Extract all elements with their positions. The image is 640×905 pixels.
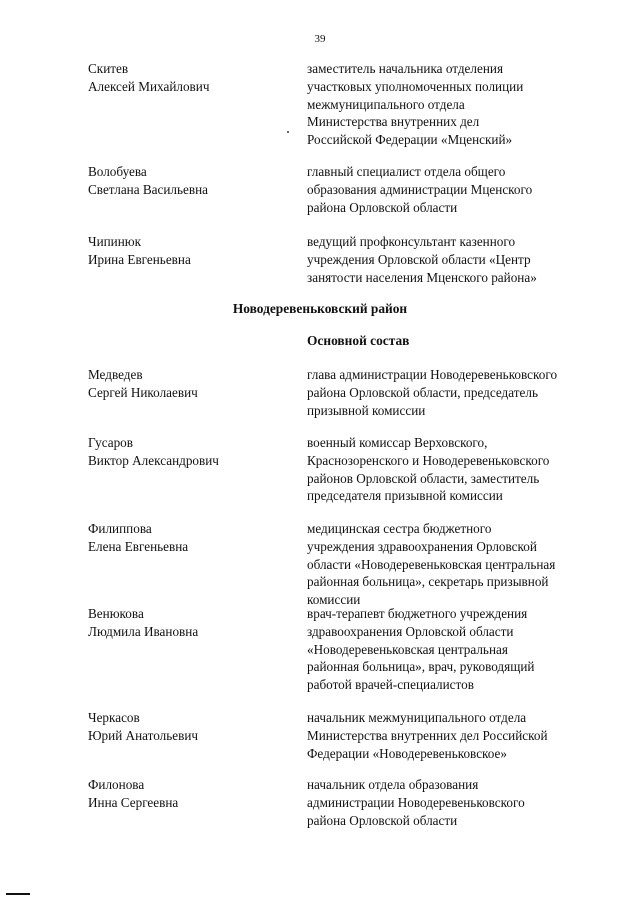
position-line: военный комиссар Верховского, <box>307 435 488 450</box>
scan-speck <box>287 131 289 133</box>
position-line: ведущий профконсультант казенного <box>307 234 516 249</box>
member-position <box>307 434 607 505</box>
given-names: Светлана Васильевна <box>88 181 209 197</box>
member-name <box>88 366 288 402</box>
position-line: района Орловской области <box>307 199 458 215</box>
member-name <box>88 709 288 745</box>
given-names: Алексей Михайлович <box>88 78 210 94</box>
position-line: «Новодеревеньковская центральная <box>307 641 508 657</box>
position-line: учреждения Орловской области «Центр <box>307 251 531 267</box>
surname: Чипинюк <box>88 234 142 249</box>
position-line: заместитель начальника отделения <box>307 61 504 76</box>
position-line: участковых уполномоченных полиции <box>307 78 524 94</box>
given-names: Инна Сергеевна <box>88 794 179 810</box>
member-name <box>88 60 288 96</box>
position-line: медицинская сестра бюджетного <box>307 521 492 536</box>
position-line: Федерации «Новодеревеньковское» <box>307 745 507 761</box>
position-line: комиссии <box>307 592 361 608</box>
member-name <box>88 163 288 199</box>
given-names: Людмила Ивановна <box>88 623 199 639</box>
member-position <box>307 366 607 419</box>
member-position <box>307 163 607 216</box>
member-position <box>307 60 607 149</box>
member-name <box>88 434 288 470</box>
margin-dash <box>6 893 30 895</box>
position-line: Министерства внутренних дел <box>307 114 480 130</box>
position-line: Российской Федерации «Мценский» <box>307 132 513 148</box>
position-line: главный специалист отдела общего <box>307 164 506 179</box>
member-name <box>88 605 288 641</box>
position-line: района Орловской области <box>307 812 458 828</box>
position-line: начальник отдела образования <box>307 777 479 792</box>
position-line: образования администрации Мценского <box>307 181 533 197</box>
surname: Волобуева <box>88 164 147 179</box>
member-position <box>307 520 607 609</box>
position-line: начальник межмуниципального отдела <box>307 710 527 725</box>
member-position <box>307 709 607 762</box>
member-name <box>88 776 288 812</box>
surname: Филиппова <box>88 521 152 536</box>
surname: Гусаров <box>88 435 133 450</box>
member-position <box>307 605 607 694</box>
position-line: администрации Новодеревеньковского <box>307 794 525 810</box>
position-line: района Орловской области, председатель <box>307 384 538 400</box>
surname: Венюкова <box>88 606 144 621</box>
given-names: Елена Евгеньевна <box>88 538 189 554</box>
position-line: районная больница», секретарь призывной <box>307 574 549 590</box>
position-line: врач-терапевт бюджетного учреждения <box>307 606 528 621</box>
position-line: председателя призывной комиссии <box>307 488 503 504</box>
position-line: районная больница», врач, руководящий <box>307 659 535 675</box>
position-line: глава администрации Новодеревеньковского <box>307 367 558 382</box>
position-line: занятости населения Мценского района» <box>307 269 537 285</box>
given-names: Юрий Анатольевич <box>88 727 199 743</box>
given-names: Ирина Евгеньевна <box>88 251 191 267</box>
position-line: учреждения здравоохранения Орловской <box>307 538 537 554</box>
position-line: Министерства внутренних дел Российской <box>307 727 548 743</box>
position-line: здравоохранения Орловской области <box>307 623 514 639</box>
position-line: призывной комиссии <box>307 402 426 418</box>
member-position <box>307 233 607 286</box>
position-line: работой врачей-специалистов <box>307 677 474 693</box>
surname: Черкасов <box>88 710 140 725</box>
surname: Скитев <box>88 61 129 76</box>
member-name <box>88 520 288 556</box>
given-names: Сергей Николаевич <box>88 384 198 400</box>
position-line: области «Новодеревеньковская центральная <box>307 556 556 572</box>
given-names: Виктор Александрович <box>88 452 219 468</box>
position-line: Краснозоренского и Новодеревеньковского <box>307 452 550 468</box>
position-line: межмуниципального отдела <box>307 96 465 112</box>
position-line: районов Орловской области, заместитель <box>307 470 540 486</box>
composition-heading: Основной состав <box>307 333 410 348</box>
page-number: 39 <box>314 33 326 45</box>
surname: Медведев <box>88 367 143 382</box>
district-heading: Новодеревеньковский район <box>232 301 408 316</box>
member-position <box>307 776 607 829</box>
surname: Филонова <box>88 777 145 792</box>
member-name <box>88 233 288 269</box>
